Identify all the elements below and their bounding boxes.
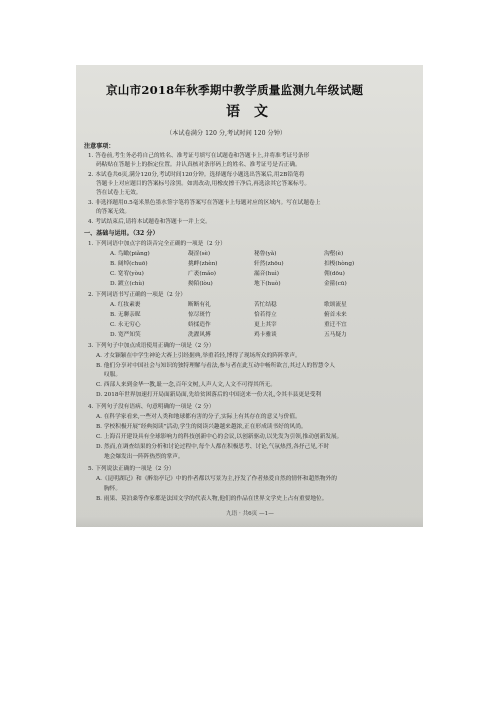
option-line: C. 西部人来到金华一教,耻一念,百年文树,人声人文,人文不可得其所无。 xyxy=(96,382,276,388)
option-cell: 佣(dōu) xyxy=(324,271,345,277)
option-cell: 洗濯风搏 xyxy=(188,332,211,338)
option-cell: 惊尽斑竹 xyxy=(188,312,211,318)
option-line: B. 雨果、莫泊桑等作家都是法国文学的代表人物,他们的作品在世界文学史上占有重要地位。 xyxy=(96,496,328,502)
option-cell: 鸡卡雅谈 xyxy=(254,332,277,338)
option-cell: 凝涩(sè) xyxy=(188,251,211,257)
question-stem: 2. 下列词语书写正确的一项是（2 分） xyxy=(88,292,186,298)
notice-line: 的答案无效。 xyxy=(96,209,131,215)
option-cell: 歌颂流星 xyxy=(324,302,347,308)
option-line: D. 然而,在调查结果的分析和讨论过程中,每个人都在积极思考、讨论,气氛热烈,各抒己见,不时 xyxy=(96,444,330,450)
section-heading: 一、基础与运用。（32 分） xyxy=(84,230,159,237)
option-cell: 俯首未来 xyxy=(324,312,347,318)
option-cell: 广袤(mǎo) xyxy=(188,271,217,277)
exam-note: （本试卷满分 120 分,考试时间 120 分钟） xyxy=(166,130,287,137)
notice-heading: 注意事项： xyxy=(84,143,115,150)
notice-line: 3. 非选择题用0.5毫米黑色墨水签字笔将答案写在答题卡上每题对应的区域内。写在试题卷上 xyxy=(88,200,321,206)
option-line: A. 才女颖颖在中学生神论大赛上引经据典,举重若轻,博得了现场所众的阵阵掌声。 xyxy=(96,353,301,359)
question-stem: 3. 下列句子中加点成语使用正确的一项是（2 分） xyxy=(88,343,215,349)
notice-line: 答在试卷上无效。 xyxy=(96,190,142,196)
option-cell: 轩然(zhōu) xyxy=(254,261,284,267)
page-bottom-edge xyxy=(76,517,423,527)
option-line: A.《昆明湖记》和《醉翁亭记》中的作者都以写景为主,抒发了作者热爱自然的情怀和超然物外的 xyxy=(96,476,337,482)
notice-line: 1. 答卷前,考生务必将自己的姓名、准考证号填写在试题卷和答题卡上,并将准考证号条形 xyxy=(88,153,310,159)
question-stem: 1. 下列词语中加点字的读音完全正确的一项是（2 分） xyxy=(88,241,226,247)
question-stem: 5. 下列说法正确的一项是（2 分） xyxy=(88,466,175,472)
option-cell: 恰若得立 xyxy=(254,312,277,318)
option-cell: 金箍(cū) xyxy=(324,281,347,287)
option-cell: 五马疑力 xyxy=(324,332,347,338)
option-cell: B. 阔绰(chuō) xyxy=(110,261,148,267)
option-cell: B. 无聊亲昵 xyxy=(110,312,141,318)
option-cell: D. 宽严知笑 xyxy=(110,332,141,338)
option-cell: 挑衅(zhèn) xyxy=(188,261,218,267)
option-cell: 地下(huò) xyxy=(254,281,281,287)
option-cell: 苦忙结稳 xyxy=(254,302,277,308)
option-line: C. 上海召开建设具有全球影响力的科技创新中心的会议,以创新驱动,以先发为引领,推动创新发展。 xyxy=(96,434,343,440)
option-cell: 断断有礼 xyxy=(188,302,211,308)
option-line: 叹服。 xyxy=(104,372,122,378)
option-cell: C. 宽宥(yòu) xyxy=(110,271,144,277)
option-line: B. 他们分享对中国社会与知识的独特理解与看法,参与者在此互动中畅所欲言,其过人的智慧令人 xyxy=(96,363,335,369)
option-cell: D. 踱立(chù) xyxy=(110,281,145,287)
subject-heading: 语文 xyxy=(226,104,282,120)
exam-title: 京山市2018年秋季期中教学质量监测九年级试题 xyxy=(106,83,364,97)
option-cell: 重迁不宜 xyxy=(324,322,347,328)
option-line: 地会爆发出一阵阵热烈的掌声。 xyxy=(104,454,184,460)
option-cell: 更上其宰 xyxy=(254,322,277,328)
option-line: A. 在科学家看来,一些对人类和地球都有害的分子,实际上有其存在的意义与价值。 xyxy=(96,414,301,420)
notice-line: 答题卡上对应题目的答案标号涂黑。如需改动,用橡皮擦干净后,再选涂其它答案标号。 xyxy=(96,181,311,187)
option-line: B. 学校积极开展“经典阅读”活动,学生的阅读兴趣越来越浓,正在形成读书好的风尚。 xyxy=(96,424,307,430)
option-cell: 拗陌(lòu) xyxy=(188,281,213,287)
option-cell: A. 鸟瞰(piǎng) xyxy=(110,251,150,257)
option-cell: 漏音(huì) xyxy=(254,271,279,277)
notice-line: 2. 本试卷共6页,满分120分,考试时间120分钟。选择题每小题选出答案后,用2B铅笔将 xyxy=(88,172,305,178)
page-footer: 九语 · 共6页 —1— xyxy=(226,511,274,517)
option-cell: A. 红妆素裹 xyxy=(110,302,141,308)
option-line: D. 2018年世界加速打开局面新局面,先给贫困落后的中国送来一份大礼,令其丰县更是受利 xyxy=(96,392,322,398)
option-cell: 扣梭(hòng) xyxy=(324,261,355,267)
option-cell: 秘鲁(yǎ) xyxy=(254,251,277,257)
option-cell: 沟壑(è) xyxy=(324,251,344,257)
option-line: 胸怀。 xyxy=(104,486,122,492)
exam-paper-photo xyxy=(76,65,423,527)
question-stem: 4. 下列句子没有语病、句意明确的一项是（2 分） xyxy=(88,404,215,410)
option-cell: C. 永无穷心 xyxy=(110,322,141,328)
option-cell: 娇揉造作 xyxy=(188,322,211,328)
notice-line: 码粘贴在答题卡上的指定位置。并认真核对条形码上的姓名、准考证号是否正确。 xyxy=(96,162,301,168)
notice-line: 4. 考试结束后,请将本试题卷和答题卡一并上交。 xyxy=(88,219,211,225)
